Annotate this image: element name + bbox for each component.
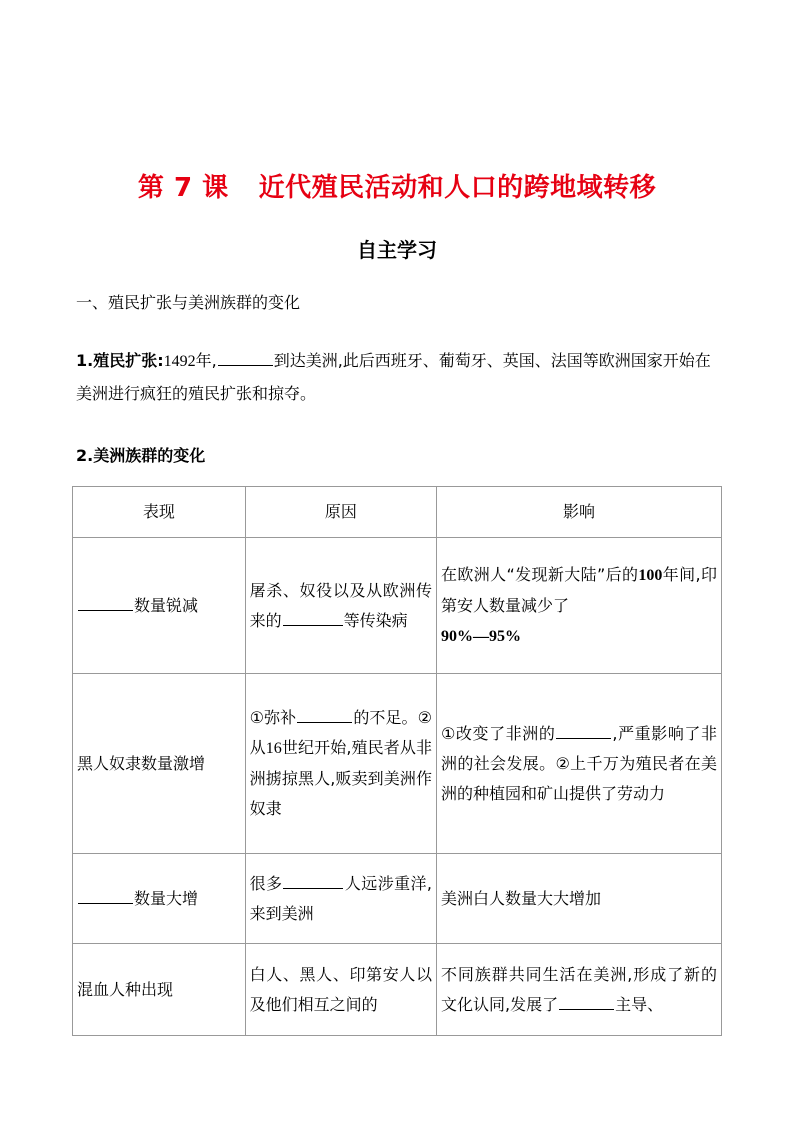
item1-paragraph: 1.殖民扩张:1492年, 到达美洲,此后西班牙、葡萄牙、英国、法国等欧洲国家开始在美洲进行疯狂的殖民扩张和掠夺。 [76, 351, 711, 403]
table-cell: 美洲白人数量大大增加 [437, 854, 722, 944]
table-cell: 不同族群共同生活在美洲,形成了新的文化认同,发展了 主导、 [437, 944, 722, 1036]
lesson-number: 第 7 课 [137, 173, 229, 203]
item1-text: 到达美洲,此后西班牙、葡萄牙、英国、法国等欧洲国家开始在美洲进行疯狂的殖民扩张和掠夺。 [76, 351, 711, 403]
fill-blank[interactable] [283, 609, 343, 626]
fill-blank[interactable] [78, 887, 133, 904]
table-header-row [73, 487, 722, 538]
lesson-title [0, 167, 794, 204]
table-cell: 混血人种出现 [73, 944, 246, 1036]
item1-label: 1.殖民扩张 [76, 351, 158, 370]
table-cell: 数量锐减 [73, 538, 246, 674]
fill-blank[interactable] [218, 349, 273, 366]
ethnic-change-table [72, 486, 722, 1036]
header-cell: 原因 [245, 487, 436, 538]
table-row [73, 538, 722, 674]
table-cell: 很多 人远涉重洋,来到美洲 [245, 854, 436, 944]
table-row [73, 674, 722, 854]
fill-blank[interactable] [297, 706, 352, 723]
table-cell: ①改变了非洲的 ,严重影响了非洲的社会发展。②上千万为殖民者在美洲的种植园和矿山提供了劳动力 [437, 674, 722, 854]
table-cell: 在欧洲人“发现新大陆”后的100年间,印第安人数量减少了 90%—95% [437, 538, 722, 674]
table-cell: 屠杀、奴役以及从欧洲传来的 等传染病 [245, 538, 436, 674]
item1-year: 1492 [163, 353, 196, 370]
table-cell: 白人、黑人、印第安人以及他们相互之间的 [245, 944, 436, 1036]
header-cell: 影响 [437, 487, 722, 538]
table-row [73, 854, 722, 944]
table-cell: 黑人奴隶数量激增 [73, 674, 246, 854]
fill-blank[interactable] [556, 722, 611, 739]
header-cell: 表现 [73, 487, 246, 538]
section-subtitle: 自主学习 [357, 238, 437, 262]
table-cell: ①弥补 的不足。②从16世纪开始,殖民者从非洲掳掠黑人,贩卖到美洲作奴隶 [245, 674, 436, 854]
fill-blank[interactable] [78, 594, 133, 611]
lesson-name: 近代殖民活动和人口的跨地域转移 [258, 173, 657, 203]
table-row [73, 944, 722, 1036]
section-heading: 一、殖民扩张与美洲族群的变化 [76, 293, 301, 312]
item2-heading: 2.美洲族群的变化 [76, 446, 206, 465]
fill-blank[interactable] [559, 993, 614, 1010]
fill-blank[interactable] [283, 872, 343, 889]
table-cell: 数量大增 [73, 854, 246, 944]
